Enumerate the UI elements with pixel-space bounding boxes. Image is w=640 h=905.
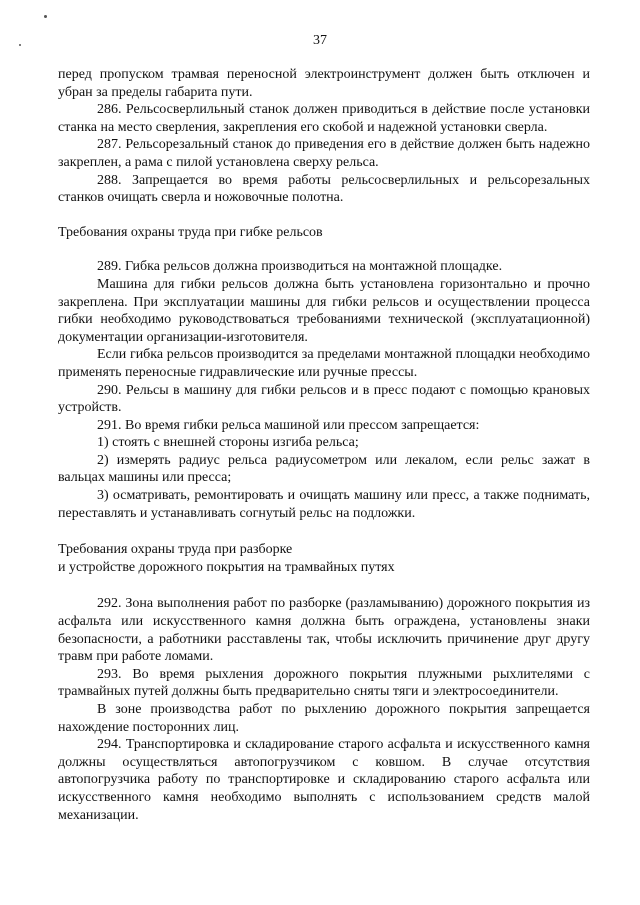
paragraph: 292. Зона выполнения работ по разборке (разламыванию) дорожного покрытия из асфальта или искусственного камня должна быть ограждена, установлены знаки безопасности, а работники расставлены так, чтобы исключить причинение друг другу травм при работе ломами. bbox=[58, 596, 590, 665]
paragraph: 290. Рельсы в машину для гибки рельсов и в пресс подают с помощью крановых устройств. bbox=[58, 382, 590, 416]
paragraph: 291. Во время гибки рельса машиной или прессом запрещается: bbox=[97, 417, 480, 433]
paragraph: 287. Рельсорезальный станок до приведения его в действие должен быть надежно закреплен, а рама с пилой установлена сверху рельса. bbox=[58, 137, 590, 170]
paragraph: 293. Во время рыхления дорожного покрытия плужными рыхлителями с трамвайных путей должны быть предварительно сняты тяги и электросоединители. bbox=[58, 666, 590, 700]
paragraph: перед пропуском трамвая переносной электроинструмент должен быть отключен и убран за пределы габарита пути. bbox=[58, 67, 590, 100]
list-item: 3) осматривать, ремонтировать и очищать машину или пресс, а также поднимать, переставлять и устанавливать согнутый рельс на подложки. bbox=[58, 488, 590, 521]
page-number: 37 bbox=[313, 33, 327, 48]
section-heading: Требования охраны труда при гибке рельсов bbox=[58, 224, 323, 240]
section-heading-line-2: и устройстве дорожного покрытия на трамвайных путях bbox=[58, 559, 395, 575]
paragraph: Машина для гибки рельсов должна быть установлена горизонтально и прочно закреплена. При эксплуатации машины для гибки рельсов и осуществлении процесса гибки необходимо руководствоваться требованиями технической (эксплуатационной) документации организации-изготовителя. bbox=[58, 276, 590, 345]
paragraph: Если гибка рельсов производится за пределами монтажной площадки необходимо применять переносные гидравлические или ручные прессы. bbox=[58, 347, 590, 380]
scan-speck bbox=[44, 15, 47, 18]
paragraph: 294. Транспортировка и складирование старого асфальта и искусственного камня должны осуществляться автопогрузчиком с ковшом. В случае отсутствия автопогрузчика работу по транспортировке и складированию старого асфальта или искусственного камня необходимо выполнять с использованием средств малой механизации. bbox=[58, 737, 590, 823]
section-heading-line-1: Требования охраны труда при разборке bbox=[58, 542, 293, 558]
paragraph: 289. Гибка рельсов должна производиться на монтажной площадке. bbox=[97, 259, 503, 275]
paragraph: 288. Запрещается во время работы рельсосверлильных и рельсорезальных станков очищать сверла и ножовочные полотна. bbox=[58, 172, 590, 206]
paragraph: 286. Рельсосверлильный станок должен приводиться в действие после установки станка на место сверления, закрепления его скобой и надежной установки сверла. bbox=[58, 102, 590, 135]
list-item: 2) измерять радиус рельса радиусометром или лекалом, если рельс зажат в вальцах машины или пресса; bbox=[58, 452, 590, 486]
list-item: 1) стоять с внешней стороны изгиба рельса; bbox=[97, 435, 359, 451]
document-body bbox=[58, 66, 590, 824]
paragraph: В зоне производства работ по рыхлению дорожного покрытия запрещается нахождение посторонних лиц. bbox=[58, 702, 590, 735]
